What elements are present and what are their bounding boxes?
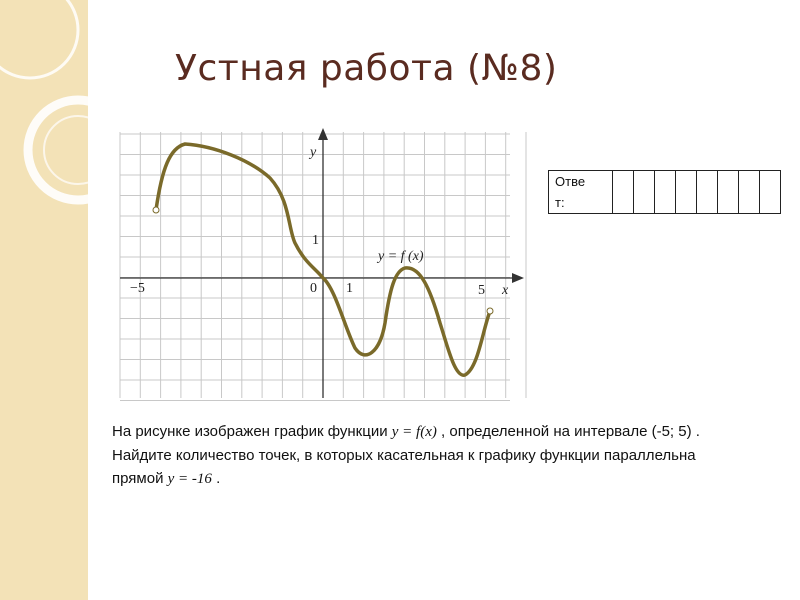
slide-title: Устная работа (№8) — [175, 48, 558, 89]
x-axis-arrow — [512, 273, 524, 283]
answer-cell[interactable] — [739, 171, 760, 214]
answer-table — [548, 170, 781, 214]
decorative-circles — [0, 0, 88, 600]
left-endpoint — [153, 207, 159, 213]
curve-label: y = f (x) — [378, 249, 424, 264]
answer-cell[interactable] — [613, 171, 634, 214]
y-axis-label: y — [310, 145, 317, 160]
answer-cell[interactable] — [760, 171, 781, 214]
task-text-part3: . — [211, 470, 221, 487]
tick-label-minus5: −5 — [130, 281, 145, 296]
task-text-part1: На рисунке изображен график функции — [112, 423, 392, 440]
answer-label-line2: т: — [555, 195, 565, 210]
decorative-side-band — [0, 0, 88, 600]
task-function-notation: y = f(x) — [391, 424, 437, 440]
task-text — [112, 420, 712, 491]
function-graph — [110, 128, 530, 408]
answer-label-line1: Отве — [555, 174, 586, 189]
answer-cell[interactable] — [655, 171, 676, 214]
answer-cell[interactable] — [697, 171, 718, 214]
answer-cell[interactable] — [718, 171, 739, 214]
answer-cell[interactable] — [634, 171, 655, 214]
right-endpoint — [487, 308, 493, 314]
task-text-part2: , определенной на интервале (-5; 5) . Найдите количество точек, в которых касательная к графику функции параллельна прямой — [112, 423, 700, 487]
answer-label — [549, 171, 613, 214]
answer-row — [549, 171, 781, 214]
tick-label-zero: 0 — [310, 281, 317, 296]
tick-label-five: 5 — [478, 283, 485, 298]
task-line-equation: y = -16 — [167, 471, 212, 487]
x-axis-label: x — [502, 283, 509, 298]
tick-label-one-y: 1 — [312, 233, 319, 248]
answer-cell[interactable] — [676, 171, 697, 214]
tick-label-one-x: 1 — [346, 281, 353, 296]
